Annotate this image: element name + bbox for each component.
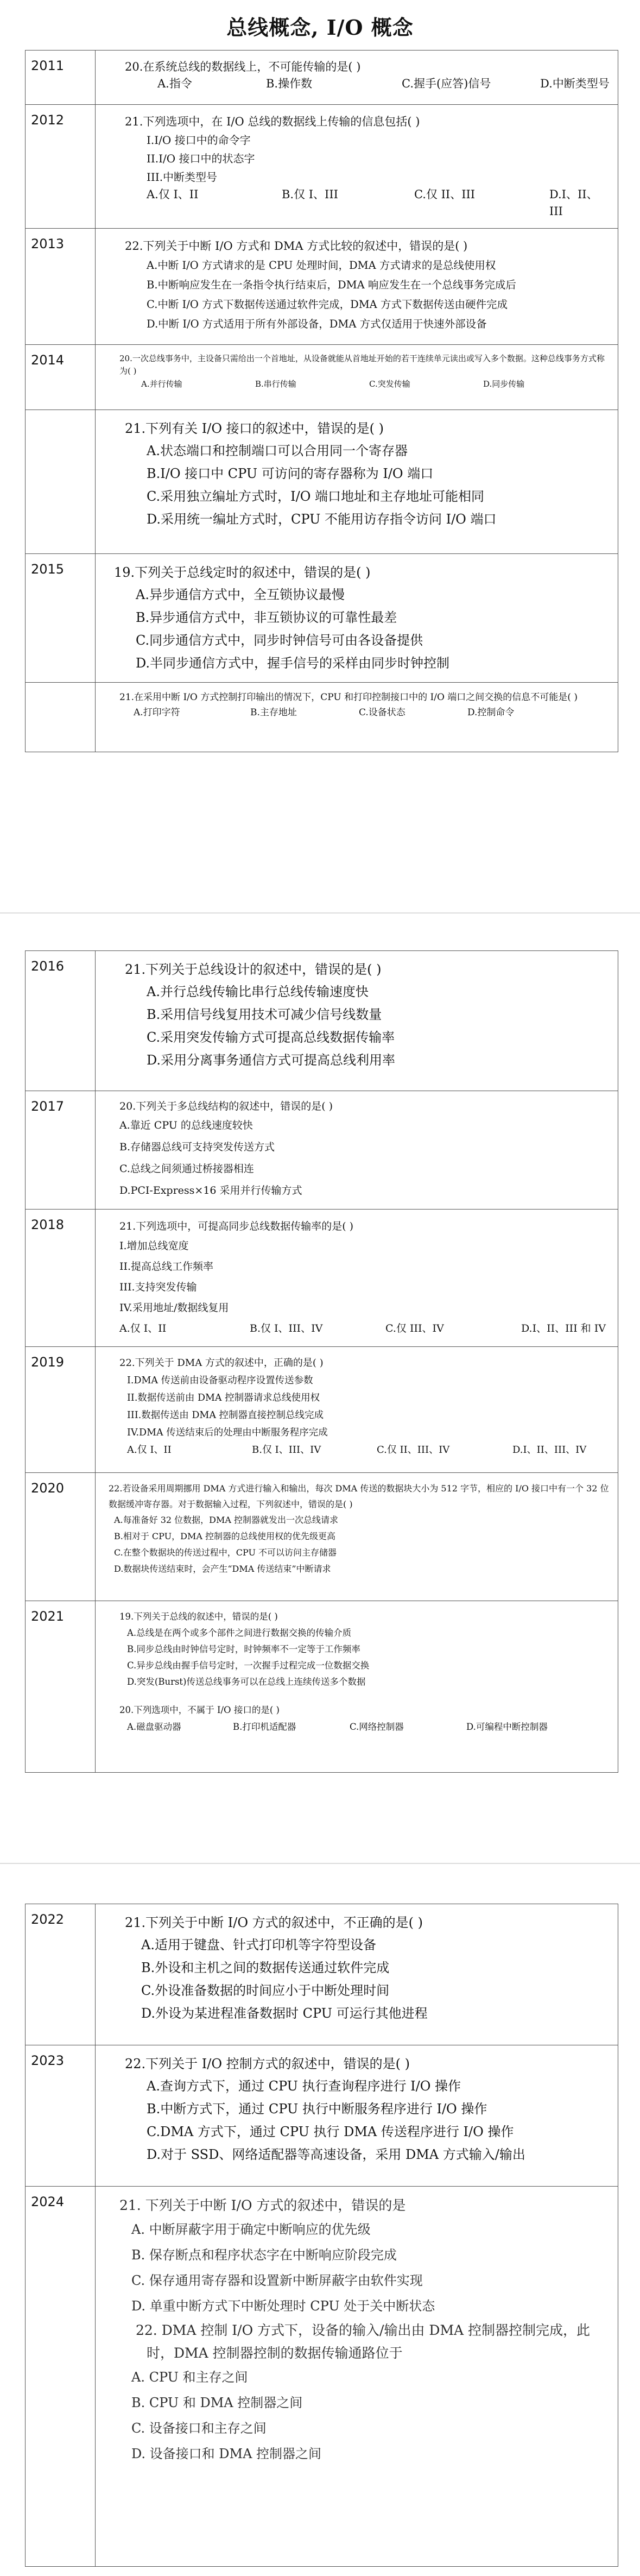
sub-item: C.中断 I/O 方式下数据传送通过软件完成，DMA 方式下数据传送由硬件完成 xyxy=(147,298,508,311)
question-stem: 21. 下列关于中断 I/O 方式的叙述中，错误的是 xyxy=(119,2197,406,2213)
question-stem: 20.一次总线事务中，主设备只需给出一个首地址，从设备就能从首地址开始的若干连续单元读出或写入多个数据。这种总线事务方式称为( ) xyxy=(119,354,605,376)
question-table-1 xyxy=(25,50,618,752)
question-stem: 22.下列关于 DMA 方式的叙述中，正确的是( ) xyxy=(119,1357,324,1369)
year-cell: 2024 xyxy=(26,2187,96,2567)
sub-item: C.DMA 方式下，通过 CPU 执行 DMA 传送程序进行 I/O 操作 xyxy=(147,2124,514,2139)
sub-item: A.状态端口和控制端口可以合用同一个寄存器 xyxy=(147,443,408,458)
sub-item: C. 保存通用寄存器和设置新中断屏蔽字由软件实现 xyxy=(131,2273,423,2288)
sub-item: C.采用独立编址方式时，I/O 端口地址和主存地址可能相同 xyxy=(147,489,485,504)
sub-item: III.中断类型号 xyxy=(147,171,218,184)
options-row xyxy=(103,186,611,220)
sub-item: IV.DMA 传送结束后的处理由中断服务程序完成 xyxy=(127,1427,328,1438)
year-cell xyxy=(26,683,96,752)
sub-item: I.DMA 传送前由设备驱动程序设置传送参数 xyxy=(127,1375,313,1386)
year-cell: 2012 xyxy=(26,105,96,229)
question xyxy=(103,959,611,1072)
option: B.仅 I、III xyxy=(281,188,338,201)
sub-item: B.采用信号线复用技术可减少信号线数量 xyxy=(147,1007,382,1022)
option: A.仅 I、II xyxy=(127,1444,172,1456)
options-row xyxy=(103,1318,611,1339)
year-cell: 2014 xyxy=(26,345,96,410)
question xyxy=(103,1099,611,1201)
question xyxy=(103,690,611,721)
sub-item: B. 保存断点和程序状态字在中断响应阶段完成 xyxy=(131,2247,397,2263)
question xyxy=(103,1912,611,2025)
question-stem: 20.下列关于多总线结构的叙述中，错误的是( ) xyxy=(119,1100,333,1112)
table-row xyxy=(26,229,618,345)
option: A.并行传输 xyxy=(141,379,182,389)
question xyxy=(103,236,611,334)
sub-item: II.数据传送前由 DMA 控制器请求总线使用权 xyxy=(127,1393,320,1403)
question-table-2 xyxy=(25,950,618,1773)
table-row xyxy=(26,51,618,105)
table-row xyxy=(26,683,618,752)
sub-item: IV.采用地址/数据线复用 xyxy=(119,1302,229,1314)
option: C.网络控制器 xyxy=(350,1722,404,1732)
sub-item: III.数据传送由 DMA 控制器直接控制总线完成 xyxy=(127,1410,324,1421)
question xyxy=(103,1481,611,1577)
table-row xyxy=(26,2187,618,2567)
question-cell xyxy=(96,105,618,229)
sub-item: A.中断 I/O 方式请求的是 CPU 处理时间，DMA 方式请求的是总线使用权 xyxy=(147,259,496,272)
option: B.操作数 xyxy=(266,77,313,90)
question-cell xyxy=(96,554,618,683)
year-cell: 2018 xyxy=(26,1210,96,1347)
question-stem: 21.下列关于总线设计的叙述中，错误的是( ) xyxy=(125,962,382,977)
table-row xyxy=(26,1601,618,1773)
options-row xyxy=(103,1718,611,1736)
option: B.存储器总线可支持突发传送方式 xyxy=(119,1141,275,1153)
sub-item: D.半同步通信方式中，握手信号的采样由同步时钟控制 xyxy=(136,656,450,671)
sub-item: I.增加总线宽度 xyxy=(119,1240,189,1252)
sub-item: B.同步总线由时钟信号定时，时钟频率不一定等于工作频率 xyxy=(127,1644,360,1654)
question xyxy=(103,58,611,92)
question-cell xyxy=(96,2045,618,2187)
page-title: 总线概念, I/O 概念 xyxy=(226,15,414,40)
option: A.仅 I、II xyxy=(147,188,199,201)
question-stem: 22.下列关于 I/O 控制方式的叙述中，错误的是( ) xyxy=(125,2056,410,2071)
question-table-3 xyxy=(25,1904,618,2567)
table-row xyxy=(26,1091,618,1210)
sub-item: A. CPU 和主存之间 xyxy=(131,2370,248,2385)
option: A.磁盘驱动器 xyxy=(127,1722,181,1732)
sub-item: II.I/O 接口中的状态字 xyxy=(147,152,255,165)
option: A.靠近 CPU 的总线速度较快 xyxy=(119,1119,253,1131)
sub-item: D.数据块传送结束时，会产生“DMA 传送结束”中断请求 xyxy=(114,1564,331,1574)
sub-item: D.采用分离事务通信方式可提高总线利用率 xyxy=(147,1053,396,1068)
table-row xyxy=(26,345,618,410)
sub-item: B.I/O 接口中 CPU 可访问的寄存器称为 I/O 端口 xyxy=(147,466,434,481)
option: B.仅 I、III、IV xyxy=(250,1322,323,1334)
question xyxy=(103,112,611,220)
sub-item: C. 设备接口和主存之间 xyxy=(131,2421,267,2436)
sub-item: A. 中断屏蔽字用于确定中断响应的优先级 xyxy=(131,2222,371,2237)
question-stem: 21.下列关于中断 I/O 方式的叙述中，不正确的是( ) xyxy=(125,1915,423,1930)
option: C.仅 II、III、IV xyxy=(377,1444,450,1456)
question-stem: 21.下列选项中，可提高同步总线数据传输率的是( ) xyxy=(119,1220,354,1232)
year-cell: 2016 xyxy=(26,951,96,1091)
year-cell: 2022 xyxy=(26,1904,96,2045)
sub-item: C.在整个数据块的传送过程中，CPU 不可以访问主存储器 xyxy=(114,1547,337,1558)
question xyxy=(103,2194,611,2467)
options-row xyxy=(103,1441,611,1459)
sub-item: II.提高总线工作频率 xyxy=(119,1261,214,1273)
sub-item: B.中断响应发生在一条指令执行结束后，DMA 响应发生在一个总线事务完成后 xyxy=(147,279,516,291)
question-stem: 21.下列选项中，在 I/O 总线的数据线上传输的信息包括( ) xyxy=(125,115,420,128)
question xyxy=(103,418,611,531)
sub-item: A.每准备好 32 位数据，DMA 控制器就发出一次总线请求 xyxy=(114,1515,339,1525)
question-cell xyxy=(96,2187,618,2567)
options-row xyxy=(103,75,611,92)
question-stem: 22. DMA 控制 I/O 方式下，设备的输入/输出由 DMA 控制器控制完成，此时，DMA 控制器控制的数据传输通路位于 xyxy=(136,2322,591,2361)
options-row xyxy=(103,1114,611,1201)
table-row xyxy=(26,554,618,683)
sub-item: III.支持突发传输 xyxy=(119,1281,197,1293)
question-stem: 22.若设备采用周期挪用 DMA 方式进行输入和输出，每次 DMA 传送的数据块大小为 512 字节，相应的 I/O 接口中有一个 32 位数据缓冲寄存器。对于数据输入过程，下列叙述中，错误的是( ) xyxy=(109,1483,609,1509)
sub-item: B.中断方式下，通过 CPU 执行中断服务程序进行 I/O 操作 xyxy=(147,2101,487,2117)
question-stem: 19.下列关于总线定时的叙述中，错误的是( ) xyxy=(114,565,371,580)
year-cell: 2019 xyxy=(26,1347,96,1473)
question xyxy=(103,1609,611,1736)
sub-item: B.异步通信方式中，非互锁协议的可靠性最差 xyxy=(136,610,397,625)
sub-item: C.采用突发传输方式可提高总线数据传输率 xyxy=(147,1030,395,1045)
option: D.可编程中断控制器 xyxy=(466,1722,548,1732)
question-cell xyxy=(96,1210,618,1347)
year-cell: 2020 xyxy=(26,1473,96,1601)
sub-item: D.突发(Burst)传送总线事务可以在总线上连续传送多个数据 xyxy=(127,1677,366,1687)
option: D.I、II、III 和 IV xyxy=(521,1322,606,1334)
sub-item: A.总线是在两个或多个部件之间进行数据交换的传输介质 xyxy=(127,1628,352,1638)
table-row xyxy=(26,2045,618,2187)
option: D.控制命令 xyxy=(467,707,515,718)
table-row xyxy=(26,105,618,229)
year-cell: 2017 xyxy=(26,1091,96,1210)
question-cell xyxy=(96,951,618,1091)
question-cell xyxy=(96,1347,618,1473)
question xyxy=(103,562,611,675)
table-row xyxy=(26,1347,618,1473)
sub-item: C.外设准备数据的时间应小于中断处理时间 xyxy=(141,1983,390,1998)
question-cell xyxy=(96,1601,618,1773)
option: D.中断类型号 xyxy=(540,77,610,90)
question xyxy=(103,352,611,391)
option: B.主存地址 xyxy=(250,707,297,718)
sub-item: A.适用于键盘、针式打印机等字符型设备 xyxy=(141,1937,376,1953)
question-cell xyxy=(96,345,618,410)
table-row xyxy=(26,410,618,554)
option: D.I、II、III xyxy=(549,188,598,218)
option: D.I、II、III、IV xyxy=(512,1444,587,1456)
year-cell: 2023 xyxy=(26,2045,96,2187)
option: C.仅 II、III xyxy=(414,188,476,201)
sub-item: D.外设为某进程准备数据时 CPU 可运行其他进程 xyxy=(141,2006,428,2021)
question xyxy=(103,1217,611,1339)
question xyxy=(103,1355,611,1459)
question-cell xyxy=(96,410,618,554)
sub-item: D. 单重中断方式下中断处理时 CPU 处于关中断状态 xyxy=(131,2298,435,2314)
option: D.同步传输 xyxy=(483,379,525,389)
page-divider xyxy=(0,1863,640,1864)
sub-item: D.对于 SSD、网络适配器等高速设备，采用 DMA 方式输入/输出 xyxy=(147,2147,525,2162)
option: A.仅 I、II xyxy=(119,1322,167,1334)
page-divider xyxy=(0,912,640,914)
option: C.突发传输 xyxy=(369,379,410,389)
sub-item: C.同步通信方式中，同步时钟信号可由各设备提供 xyxy=(136,633,423,648)
option: A.打印字符 xyxy=(134,707,180,718)
option: C.设备状态 xyxy=(359,707,405,718)
question-stem: 21.下列有关 I/O 接口的叙述中，错误的是( ) xyxy=(125,421,384,436)
option: C.握手(应答)信号 xyxy=(402,77,491,90)
option: A.指令 xyxy=(157,77,192,90)
question-stem: 20.在系统总线的数据线上，不可能传输的是( ) xyxy=(125,60,361,73)
question-cell xyxy=(96,683,618,752)
question-cell xyxy=(96,229,618,345)
sub-row xyxy=(103,1236,611,1318)
table-row xyxy=(26,1210,618,1347)
sub-item: A.查询方式下，通过 CPU 执行查询程序进行 I/O 操作 xyxy=(147,2079,461,2094)
year-cell: 2015 xyxy=(26,554,96,683)
question-stem: 20.下列选项中，不属于 I/O 接口的是( ) xyxy=(119,1705,280,1715)
question-cell xyxy=(96,1473,618,1601)
sub-item: A.异步通信方式中，全互锁协议最慢 xyxy=(136,587,345,602)
options-row xyxy=(103,377,611,391)
sub-item: D. 设备接口和 DMA 控制器之间 xyxy=(131,2446,322,2461)
year-cell: 2013 xyxy=(26,229,96,345)
question-stem: 22.下列关于中断 I/O 方式和 DMA 方式比较的叙述中，错误的是( ) xyxy=(125,240,468,253)
option: C.仅 III、IV xyxy=(385,1322,444,1334)
sub-item: B. CPU 和 DMA 控制器之间 xyxy=(131,2395,303,2410)
year-cell: 2021 xyxy=(26,1601,96,1773)
sub-item: I.I/O 接口中的命令字 xyxy=(147,134,251,147)
question-cell xyxy=(96,51,618,105)
option: B.串行传输 xyxy=(255,379,296,389)
question-cell xyxy=(96,1904,618,2045)
sub-item: D.中断 I/O 方式适用于所有外部设备，DMA 方式仅适用于快速外部设备 xyxy=(147,318,487,330)
question-cell xyxy=(96,1091,618,1210)
sub-item: B.相对于 CPU，DMA 控制器的总线使用权的优先级更高 xyxy=(114,1531,335,1541)
table-row xyxy=(26,951,618,1091)
option: B.仅 I、III、IV xyxy=(252,1444,321,1456)
option: B.打印机适配器 xyxy=(233,1722,296,1732)
option: D.PCI-Express×16 采用并行传输方式 xyxy=(119,1185,302,1196)
sub-item: C.异步总线由握手信号定时，一次握手过程完成一位数据交换 xyxy=(127,1660,370,1671)
option: C.总线之间须通过桥接器相连 xyxy=(119,1163,254,1175)
question xyxy=(103,2053,611,2166)
options-row xyxy=(103,704,611,721)
question-stem: 21.在采用中断 I/O 方式控制打印输出的情况下，CPU 和打印控制接口中的 I/O 端口之间交换的信息不可能是( ) xyxy=(119,692,578,703)
year-cell: 2011 xyxy=(26,51,96,105)
sub-item: A.并行总线传输比串行总线传输速度快 xyxy=(147,984,369,999)
table-row xyxy=(26,1904,618,2045)
question-stem: 19.下列关于总线的叙述中，错误的是( ) xyxy=(119,1611,278,1622)
table-row xyxy=(26,1473,618,1601)
sub-item: B.外设和主机之间的数据传送通过软件完成 xyxy=(141,1960,390,1975)
sub-item: D.采用统一编址方式时，CPU 不能用访存指令访问 I/O 端口 xyxy=(147,512,497,527)
year-cell xyxy=(26,410,96,554)
